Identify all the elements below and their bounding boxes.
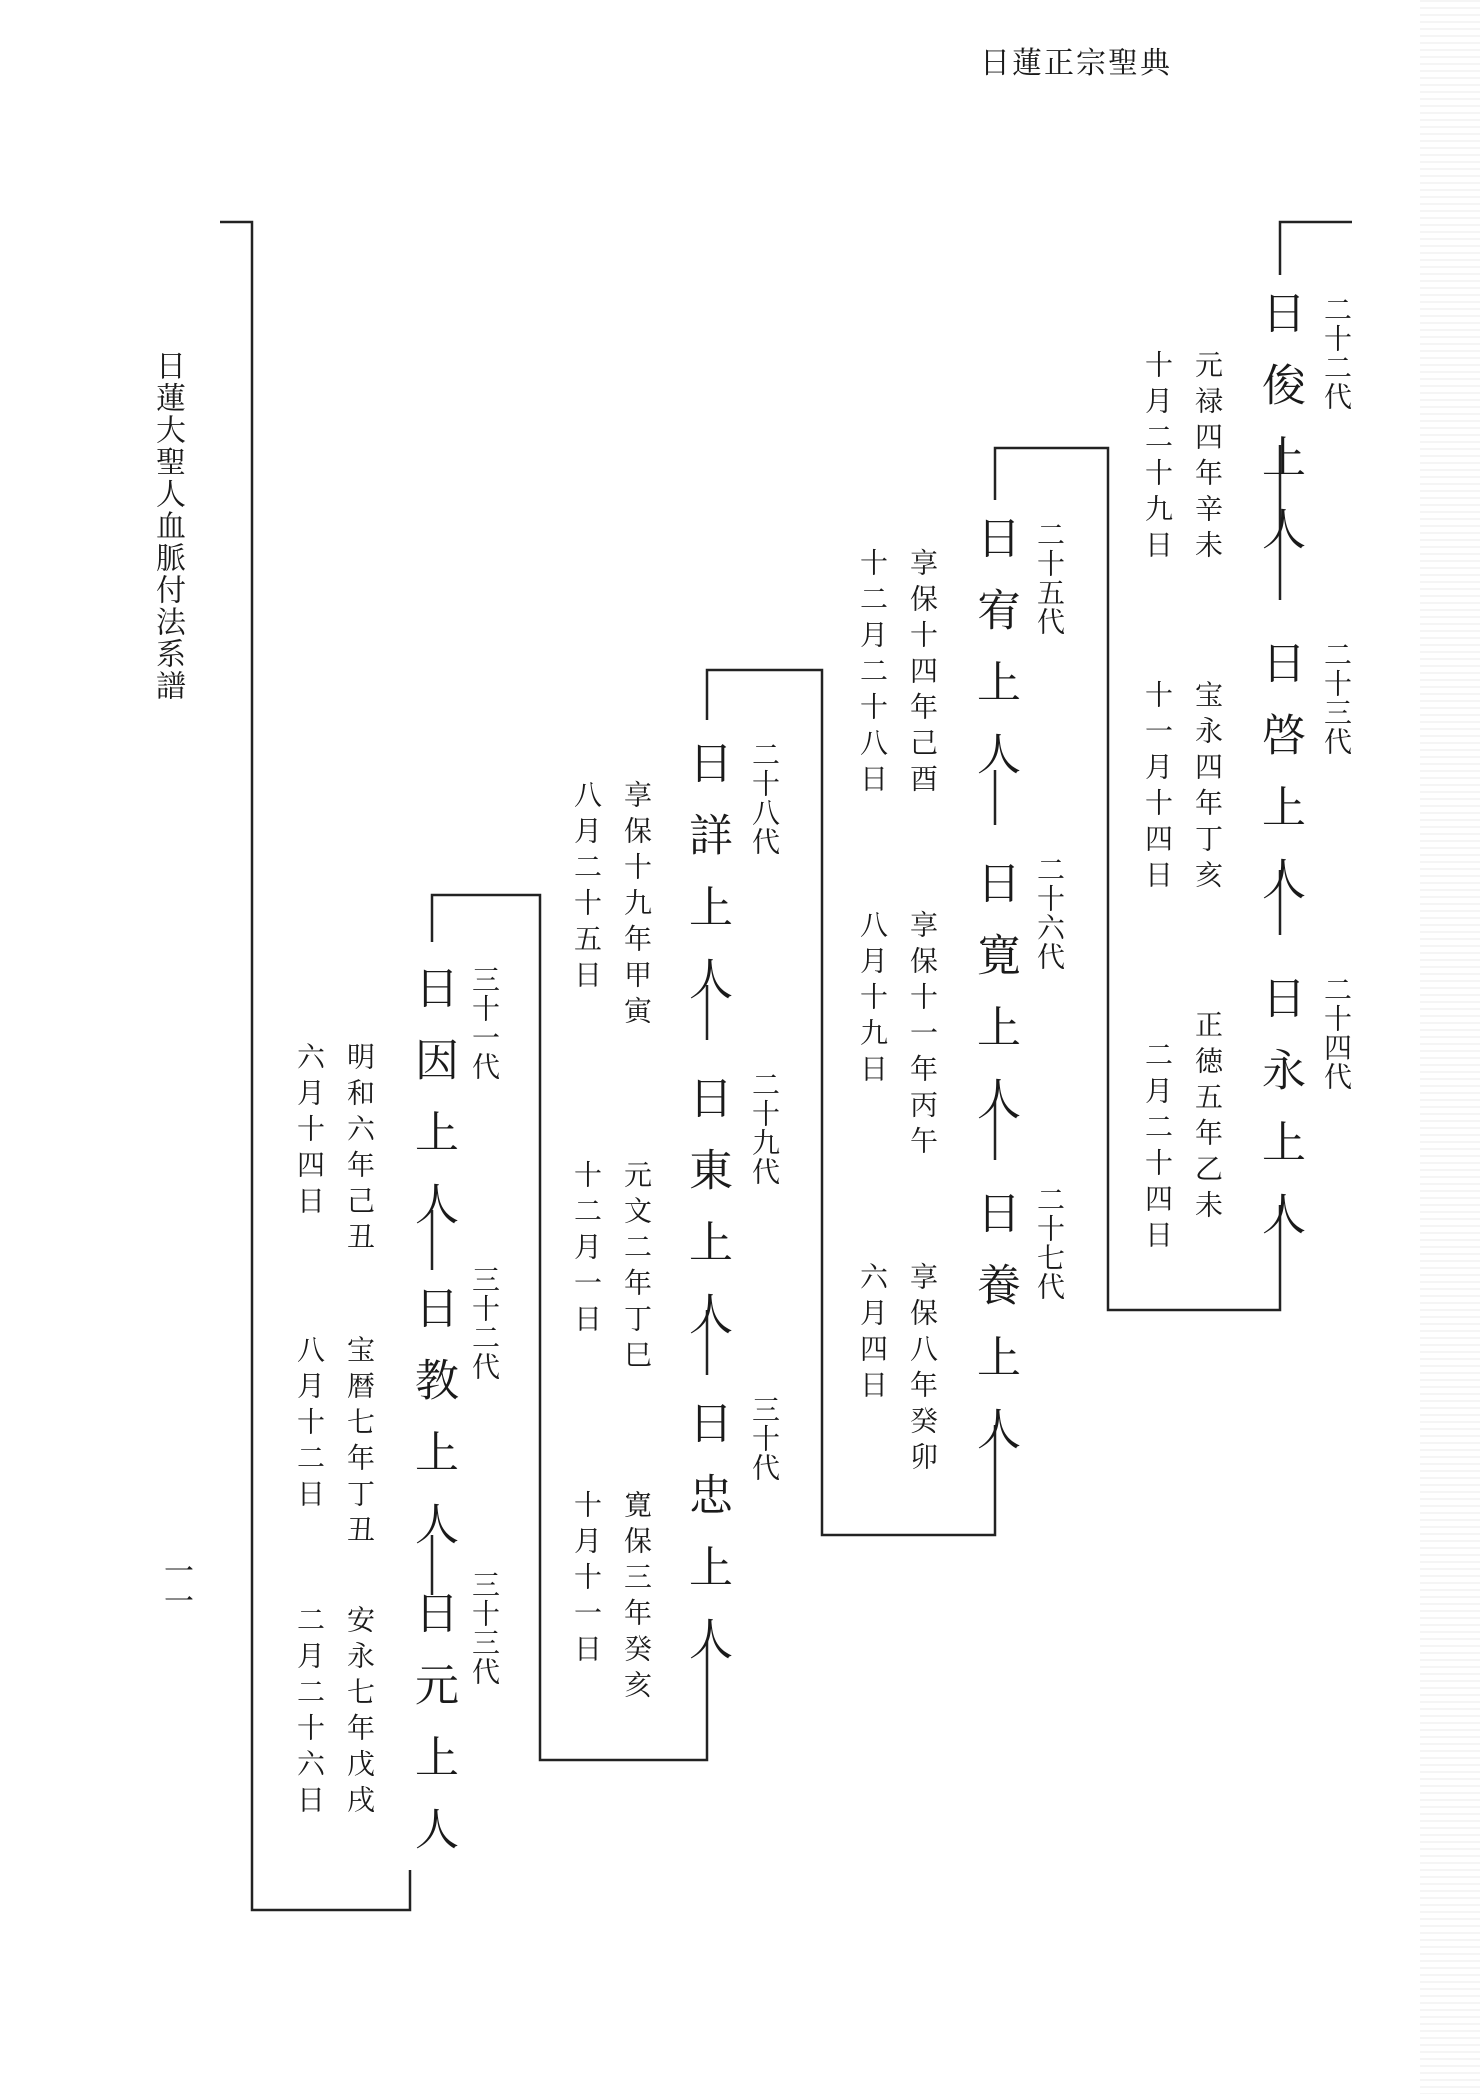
- month-day: 六月十四日: [293, 1042, 326, 1222]
- era-date: 正徳五年乙未: [1191, 1010, 1224, 1226]
- generation-label: 二十二代: [1320, 295, 1353, 411]
- month-day: 八月十九日: [856, 910, 889, 1090]
- priest-name: 日因上人: [407, 965, 458, 1253]
- priest-name: 日詳上人: [681, 740, 732, 1028]
- bracket-top-22: [1280, 222, 1352, 275]
- era-date: 安永七年戊戌: [343, 1605, 376, 1821]
- month-day: 十一月十四日: [1141, 680, 1174, 896]
- month-day: 八月十二日: [293, 1335, 326, 1515]
- priest-name: 日寛上人: [969, 860, 1020, 1148]
- generation-label: 三十二代: [468, 1265, 501, 1381]
- era-date: 享保八年癸卯: [906, 1262, 939, 1478]
- era-date: 元禄四年辛未: [1191, 350, 1224, 566]
- generation-label: 二十五代: [1033, 520, 1066, 636]
- month-day: 六月四日: [856, 1262, 889, 1406]
- era-date: 享保十一年丙午: [906, 910, 939, 1162]
- era-date: 元文二年丁巳: [620, 1160, 653, 1376]
- priest-name: 日永上人: [1254, 975, 1305, 1263]
- era-date: 享保十九年甲寅: [620, 780, 653, 1032]
- generation-label: 二十三代: [1320, 640, 1353, 756]
- page-number: 一一: [158, 1555, 193, 1615]
- generation-label: 二十九代: [748, 1070, 781, 1186]
- priest-name: 日養上人: [969, 1190, 1020, 1478]
- book-title: 日蓮正宗聖典: [980, 46, 1172, 81]
- priest-name: 日忠上人: [681, 1400, 732, 1688]
- month-day: 十月二十九日: [1141, 350, 1174, 566]
- era-date: 明和六年己丑: [343, 1042, 376, 1258]
- chart-side-title: 日蓮大聖人血脈付法系譜: [150, 350, 185, 702]
- month-day: 二月二十六日: [293, 1605, 326, 1821]
- priest-name: 日啓上人: [1254, 640, 1305, 928]
- month-day: 十二月二十八日: [856, 548, 889, 800]
- generation-label: 二十六代: [1033, 855, 1066, 971]
- era-date: 宝暦七年丁丑: [343, 1335, 376, 1551]
- month-day: 二月二十四日: [1141, 1040, 1174, 1256]
- priest-name: 日元上人: [407, 1590, 458, 1878]
- era-date: 享保十四年己酉: [906, 548, 939, 800]
- generation-label: 三十一代: [468, 965, 501, 1081]
- era-date: 宝永四年丁亥: [1191, 680, 1224, 896]
- month-day: 十二月一日: [570, 1160, 603, 1340]
- priest-name: 日東上人: [681, 1075, 732, 1363]
- generation-label: 二十七代: [1033, 1185, 1066, 1301]
- month-day: 八月二十五日: [570, 780, 603, 996]
- priest-name: 日俊上人: [1254, 290, 1305, 578]
- priest-name: 日宥上人: [969, 515, 1020, 803]
- era-date: 寛保三年癸亥: [620, 1490, 653, 1706]
- generation-label: 二十四代: [1320, 975, 1353, 1091]
- month-day: 十月十一日: [570, 1490, 603, 1670]
- priest-name: 日教上人: [407, 1285, 458, 1573]
- generation-label: 三十三代: [468, 1570, 501, 1686]
- generation-label: 二十八代: [748, 740, 781, 856]
- generation-label: 三十代: [748, 1395, 781, 1482]
